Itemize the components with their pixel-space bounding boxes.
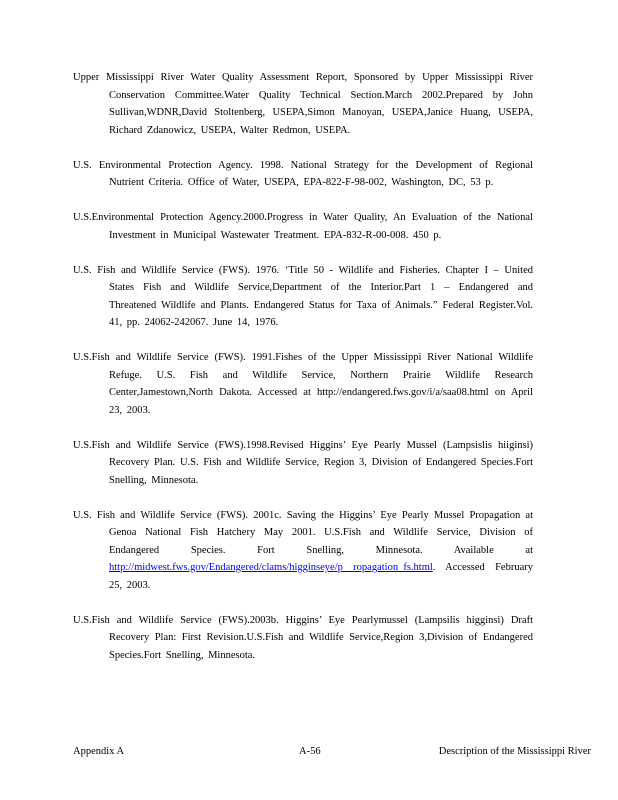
reference-entry: U.S.Fish and Wildlife Service (FWS).1998.Revised Higgins’ Eye Pearly Mussel (Lampsislis hiiginsi) Recovery Plan. U.S. Fish and Wildlife Service, Region 3, Division of Endangered Species.Fort Snelling, Minnesota.: [73, 439, 533, 486]
reference-list: [73, 69, 533, 682]
footer-page-number: A-56: [299, 746, 321, 757]
reference-entry: U.S. Environmental Protection Agency. 1998. National Strategy for the Development of Regional Nutrient Criteria. Office of Water, USEPA, EPA-822-F-98-002, Washington, DC, 53 p.: [73, 159, 533, 188]
page-footer: [73, 746, 591, 762]
reference-entry: U.S.Fish and Wildlife Service (FWS). 1991.Fishes of the Upper Mississippi River National Wildlife Refuge. U.S. Fish and Wildlife Service, Northern Prairie Wildlife Research Center,Jamestown,North Dakota. Accessed at http://endangered.fws.gov/i/a/saa08.html on April 23, 2003.: [73, 352, 533, 416]
reference-entry: U.S.Fish and Wildlife Service (FWS).2003b. Higgins’ Eye Pearlymussel (Lampsilis higginsi) Draft Recovery Plan: First Revision.U.S.Fish and Wildlife Service,Region 3,Division of Endangered Species.Fort Snelling, Minnesota.: [73, 614, 533, 661]
footer-section-title: Description of the Mississippi River: [438, 746, 591, 757]
reference-text: U.S. Fish and Wildlife Service (FWS). 2001c. Saving the Higgins’ Eye Pearly Mussel Propagation at Genoa National Fish Hatchery May 2001. U.S.Fish and Wildlife Service, Division of Endangered Species. Fort Snelling, Minnesota. Available at: [73, 509, 533, 556]
footer-appendix-label: Appendix A: [73, 746, 125, 757]
reference-entry: [73, 507, 533, 595]
reference-link[interactable]: http://midwest.fws.gov/Endangered/clams/higginseye/p ropagation_fs.html: [109, 562, 433, 573]
reference-text: . Accessed February 25, 2003.: [109, 562, 533, 591]
reference-entry: U.S.Environmental Protection Agency.2000.Progress in Water Quality, An Evaluation of the National Investment in Municipal Wastewater Treatment. EPA-832-R-00-008. 450 p.: [73, 212, 533, 241]
reference-entry: U.S. Fish and Wildlife Service (FWS). 1976. ‘Title 50 - Wildlife and Fisheries. Chapter I – United States Fish and Wildlife Service,Department of the Interior.Part 1 – Endangered and Threatened Wildlife and Plants. Endangered Status for Taxa of Animals.” Federal Register.Vol. 41, pp. 24062-242067. June 14, 1976.: [73, 264, 533, 328]
reference-entry: Upper Mississippi River Water Quality Assessment Report, Sponsored by Upper Mississippi River Conservation Committee.Water Quality Technical Section.March 2002.Prepared by John Sullivan,WDNR,David Stoltenberg, USEPA,Simon Manoyan, USEPA,Janice Huang, USEPA, Richard Zdanowicz, USEPA, Walter Redmon, USEPA.: [73, 72, 533, 136]
